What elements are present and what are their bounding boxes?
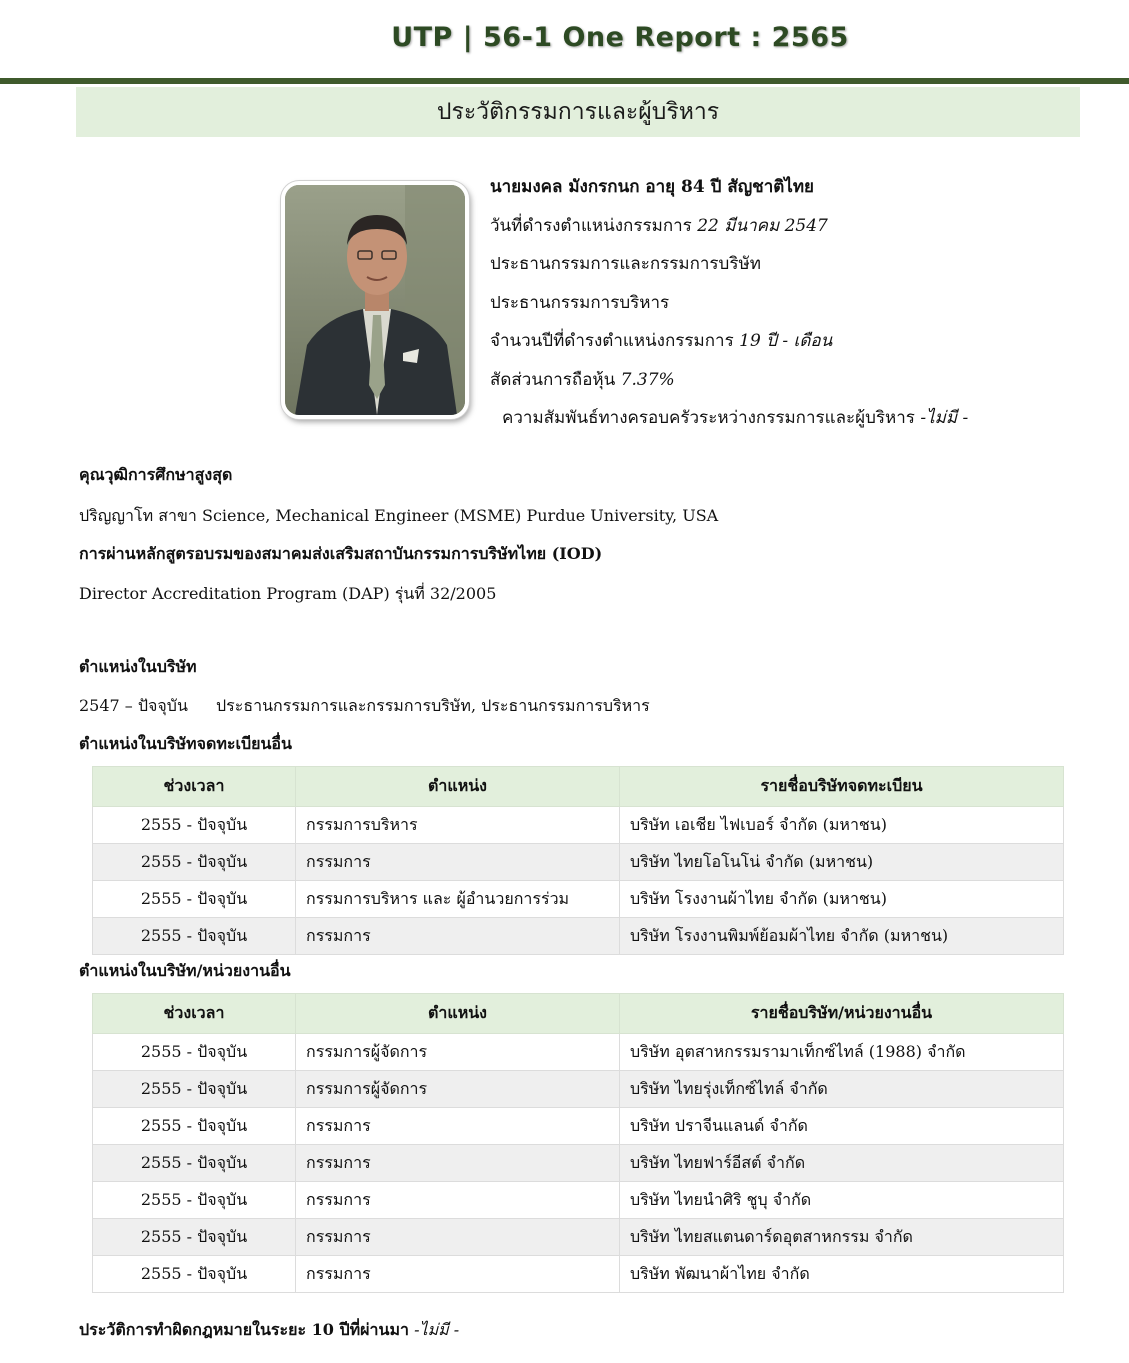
cell-position: กรรมการ: [296, 1108, 620, 1145]
cell-company: บริษัท โรงงานผ้าไทย จำกัด (มหาชน): [620, 881, 1064, 918]
director-photo: [281, 181, 469, 419]
cell-period: 2555 - ปัจจุบัน: [93, 844, 296, 881]
tenure-label: จำนวนปีที่ดำรงตำแหน่งกรรมการ: [490, 331, 734, 351]
shareholding-value: 7.37%: [620, 369, 675, 390]
role-executive-chairman: ประธานกรรมการบริหาร: [490, 292, 670, 313]
header-divider: [0, 78, 1129, 84]
cell-position: กรรมการผู้จัดการ: [296, 1034, 620, 1071]
company-position-title: ประธานกรรมการและกรรมการบริษัท, ประธานกรรมการบริหาร: [216, 696, 650, 715]
column-header-company: รายชื่อบริษัท/หน่วยงานอื่น: [620, 994, 1064, 1034]
other-companies-table: [92, 993, 1064, 1293]
table-row: [93, 1256, 1064, 1293]
report-title: UTP | 56-1 One Report : 2565: [391, 22, 849, 53]
table-header-row: [93, 767, 1064, 807]
cell-position: กรรมการ: [296, 1256, 620, 1293]
table-row: [93, 1145, 1064, 1182]
cell-position: กรรมการผู้จัดการ: [296, 1071, 620, 1108]
column-header-position: ตำแหน่ง: [296, 994, 620, 1034]
iod-program: Director Accreditation Program (DAP) รุ่นที่ 32/2005: [79, 584, 497, 603]
table-row: [93, 1071, 1064, 1108]
column-header-period: ช่วงเวลา: [93, 994, 296, 1034]
cell-period: 2555 - ปัจจุบัน: [93, 1182, 296, 1219]
legal-record-line: [79, 1318, 459, 1343]
table-row: [93, 1182, 1064, 1219]
column-header-period: ช่วงเวลา: [93, 767, 296, 807]
director-name: นายมงคล มังกรกนก อายุ 84 ปี สัญชาติไทย: [490, 177, 815, 197]
profile-summary: [490, 168, 1110, 438]
iod-heading: การผ่านหลักสูตรอบรมของสมาคมส่งเสริมสถาบันกรรมการบริษัทไทย (IOD): [79, 544, 603, 563]
cell-position: กรรมการ: [296, 1145, 620, 1182]
portrait-image: [285, 185, 465, 415]
legal-record-value: -ไม่มี -: [414, 1320, 460, 1339]
cell-company: บริษัท ไทยสแตนดาร์ดอุตสาหกรรม จำกัด: [620, 1219, 1064, 1256]
cell-period: 2555 - ปัจจุบัน: [93, 807, 296, 844]
cell-company: บริษัท ไทยรุ่งเท็กซ์ไทล์ จำกัด: [620, 1071, 1064, 1108]
table-row: [93, 881, 1064, 918]
legal-record-label: ประวัติการทำผิดกฎหมายในระยะ 10 ปีที่ผ่านมา: [79, 1320, 410, 1339]
column-header-position: ตำแหน่ง: [296, 767, 620, 807]
table-row: [93, 1034, 1064, 1071]
cell-period: 2555 - ปัจจุบัน: [93, 1071, 296, 1108]
role-chairman: ประธานกรรมการและกรรมการบริษัท: [490, 254, 761, 274]
cell-position: กรรมการ: [296, 918, 620, 955]
table-row: [93, 807, 1064, 844]
education-degree: ปริญญาโท สาขา Science, Mechanical Engineer (MSME) Purdue University, USA: [79, 506, 719, 525]
family-relation-line: [490, 399, 1110, 438]
cell-position: กรรมการบริหาร และ ผู้อำนวยการร่วม: [296, 881, 620, 918]
cell-period: 2555 - ปัจจุบัน: [93, 1145, 296, 1182]
cell-position: กรรมการ: [296, 844, 620, 881]
tenure-line: [490, 322, 1110, 361]
cell-position: กรรมการบริหาร: [296, 807, 620, 844]
column-header-company: รายชื่อบริษัทจดทะเบียน: [620, 767, 1064, 807]
table-row: [93, 918, 1064, 955]
other-companies-heading: ตำแหน่งในบริษัท/หน่วยงานอื่น: [79, 961, 291, 980]
cell-position: กรรมการ: [296, 1219, 620, 1256]
family-relation-value: -ไม่มี -: [920, 408, 969, 428]
table-row: [93, 844, 1064, 881]
cell-period: 2555 - ปัจจุบัน: [93, 881, 296, 918]
cell-company: บริษัท ปราจีนแลนด์ จำกัด: [620, 1108, 1064, 1145]
appointment-date-line: [490, 207, 1110, 246]
cell-period: 2555 - ปัจจุบัน: [93, 1108, 296, 1145]
cell-company: บริษัท ไทยโอโนโน่ จำกัด (มหาชน): [620, 844, 1064, 881]
shareholding-label: สัดส่วนการถือหุ้น: [490, 369, 616, 390]
section-title: ประวัติกรรมการและผู้บริหาร: [76, 87, 1080, 137]
cell-period: 2555 - ปัจจุบัน: [93, 918, 296, 955]
cell-period: 2555 - ปัจจุบัน: [93, 1256, 296, 1293]
listed-companies-table: [92, 766, 1064, 955]
cell-company: บริษัท อุตสาหกรรมรามาเท็กซ์ไทล์ (1988) จำกัด: [620, 1034, 1064, 1071]
cell-company: บริษัท เอเชีย ไฟเบอร์ จำกัด (มหาชน): [620, 807, 1064, 844]
cell-company: บริษัท ไทยนำศิริ ชูบุ จำกัด: [620, 1182, 1064, 1219]
education-heading: คุณวุฒิการศึกษาสูงสุด: [79, 465, 233, 484]
company-position-heading: ตำแหน่งในบริษัท: [79, 657, 197, 676]
cell-company: บริษัท พัฒนาผ้าไทย จำกัด: [620, 1256, 1064, 1293]
cell-company: บริษัท โรงงานพิมพ์ย้อมผ้าไทย จำกัด (มหาชน): [620, 918, 1064, 955]
table-row: [93, 1108, 1064, 1145]
appointment-date-value: 22 มีนาคม 2547: [697, 215, 828, 236]
company-position-row: [79, 694, 1079, 719]
table-header-row: [93, 994, 1064, 1034]
shareholding-line: [490, 361, 1110, 400]
cell-period: 2555 - ปัจจุบัน: [93, 1034, 296, 1071]
cell-position: กรรมการ: [296, 1182, 620, 1219]
table-row: [93, 1219, 1064, 1256]
appointment-date-label: วันที่ดำรงตำแหน่งกรรมการ: [490, 215, 692, 236]
company-position-period: 2547 – ปัจจุบัน: [79, 696, 188, 715]
family-relation-label: ความสัมพันธ์ทางครอบครัวระหว่างกรรมการและผู้บริหาร: [502, 408, 915, 428]
cell-company: บริษัท ไทยฟาร์อีสต์ จำกัด: [620, 1145, 1064, 1182]
cell-period: 2555 - ปัจจุบัน: [93, 1219, 296, 1256]
listed-companies-heading: ตำแหน่งในบริษัทจดทะเบียนอื่น: [79, 734, 292, 753]
tenure-value: 19 ปี - เดือน: [739, 331, 833, 351]
